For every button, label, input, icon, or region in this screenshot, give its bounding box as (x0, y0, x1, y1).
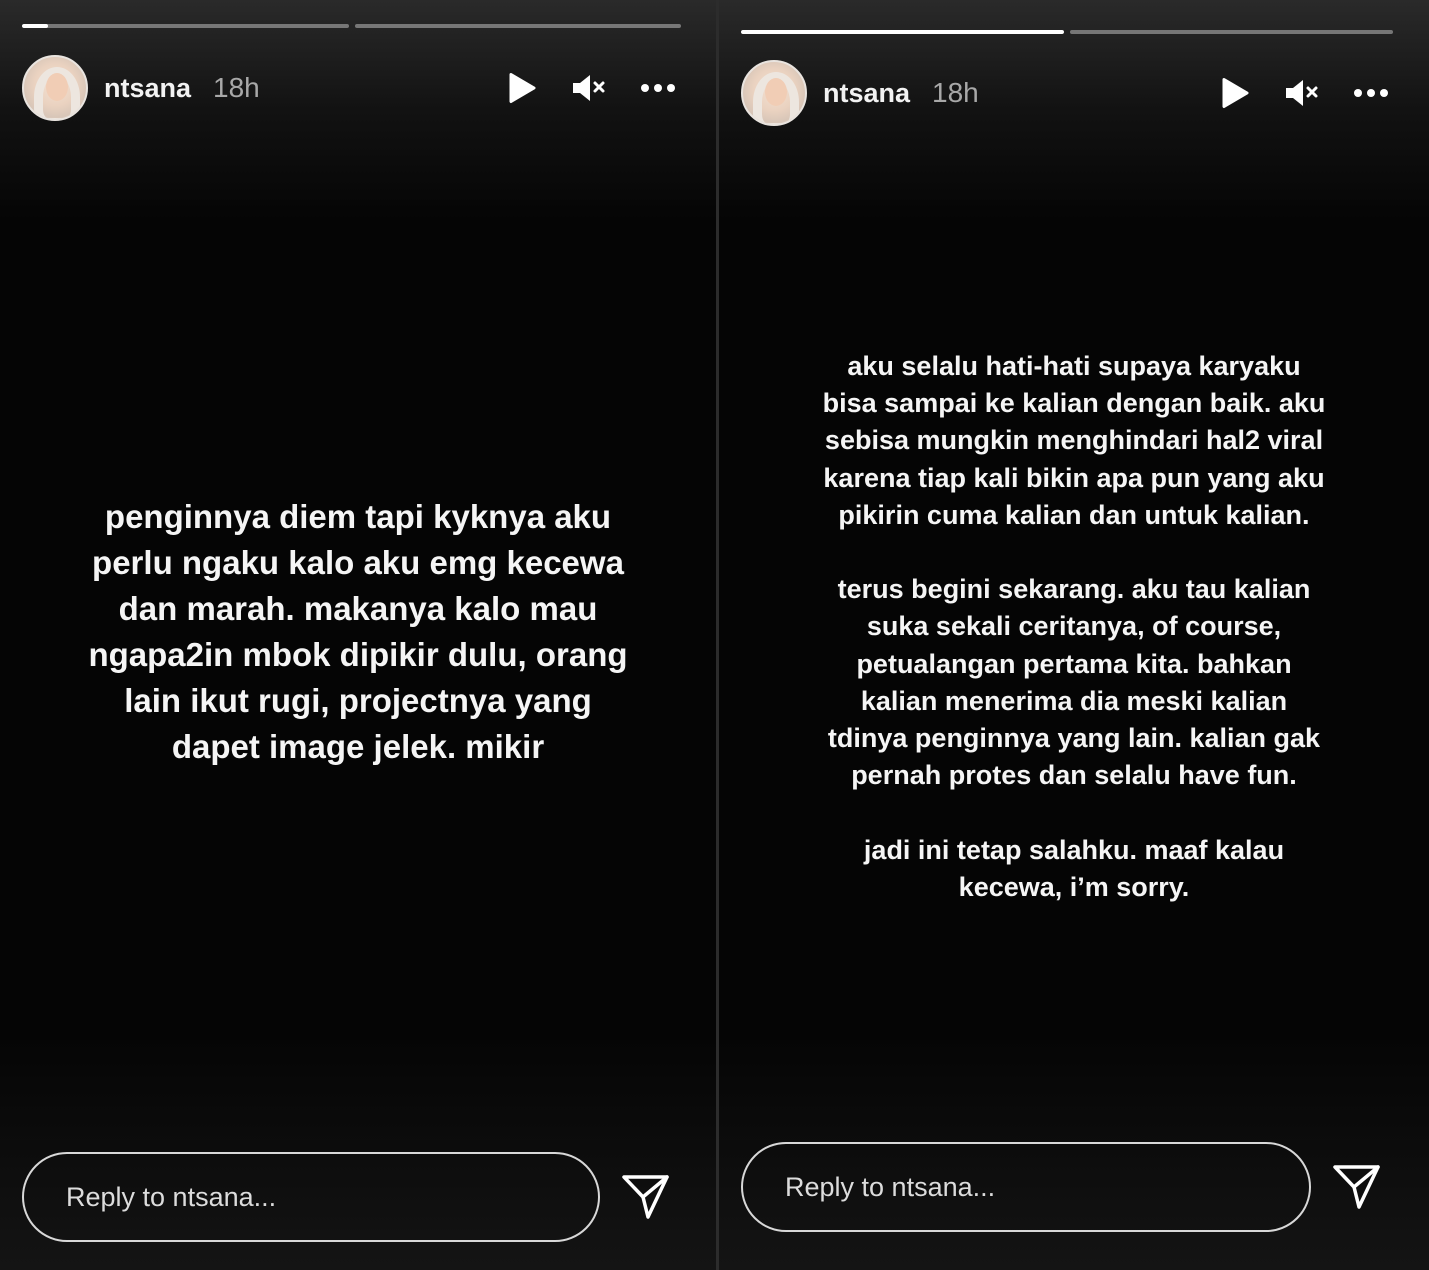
mute-button[interactable] (568, 68, 610, 108)
mute-button[interactable] (1281, 73, 1323, 113)
send-paper-plane-icon (1331, 1161, 1383, 1213)
muted-speaker-icon (1284, 77, 1320, 109)
story-header (741, 59, 1391, 127)
play-button[interactable] (1215, 73, 1255, 113)
progress-segment (1070, 30, 1393, 34)
play-button[interactable] (502, 68, 542, 108)
story-panel-2[interactable] (719, 0, 1429, 1270)
more-dots-icon (640, 83, 676, 93)
story-progress-bar (741, 30, 1393, 34)
username[interactable]: ntsana (823, 77, 911, 108)
avatar[interactable] (741, 60, 807, 126)
progress-segment (741, 30, 1064, 34)
progress-segment (355, 24, 682, 28)
reply-bar (741, 1142, 1383, 1232)
progress-fill (741, 30, 1064, 34)
story-header (22, 54, 678, 122)
more-options-button[interactable] (1351, 73, 1391, 113)
avatar[interactable] (22, 55, 88, 121)
story-text: penginnya diem tapi kyknya aku perlu ngaku kalo aku emg kecewa dan marah. makanya kalo mau ngapa2in mbok dipikir dulu, orang lain ikut rugi, projectnya yang dapet image jelek. mikir (88, 498, 628, 765)
send-paper-plane-icon (620, 1171, 672, 1223)
more-dots-icon (1353, 88, 1389, 98)
username[interactable]: ntsana (104, 72, 192, 103)
progress-segment (22, 24, 349, 28)
play-icon (1220, 77, 1250, 109)
timestamp: 18h (932, 77, 979, 108)
timestamp: 18h (213, 72, 260, 103)
send-button[interactable] (620, 1171, 672, 1223)
send-button[interactable] (1331, 1161, 1383, 1213)
reply-bar (22, 1152, 672, 1242)
muted-speaker-icon (571, 72, 607, 104)
progress-fill (22, 24, 48, 28)
reply-input[interactable] (741, 1142, 1311, 1232)
reply-input[interactable] (22, 1152, 600, 1242)
story-text: aku selalu hati-hati supaya karyaku bisa sampai ke kalian dengan baik. aku sebisa mungkin menghindari hal2 viral karena tiap kali bikin apa pun yang aku pikirin cuma kalian dan untuk kalian. terus begini sekarang. aku tau kalian suka sekali ceritanya, of course, petualangan pertama kita. bahkan kalian menerima dia meski kalian tdinya penginnya yang lain. kalian gak pernah protes dan selalu have fun. jadi ini tetap salahku. maaf kalau kecewa, i’m sorry. (822, 351, 1326, 902)
more-options-button[interactable] (638, 68, 678, 108)
play-icon (507, 72, 537, 104)
story-progress-bar (22, 24, 681, 28)
